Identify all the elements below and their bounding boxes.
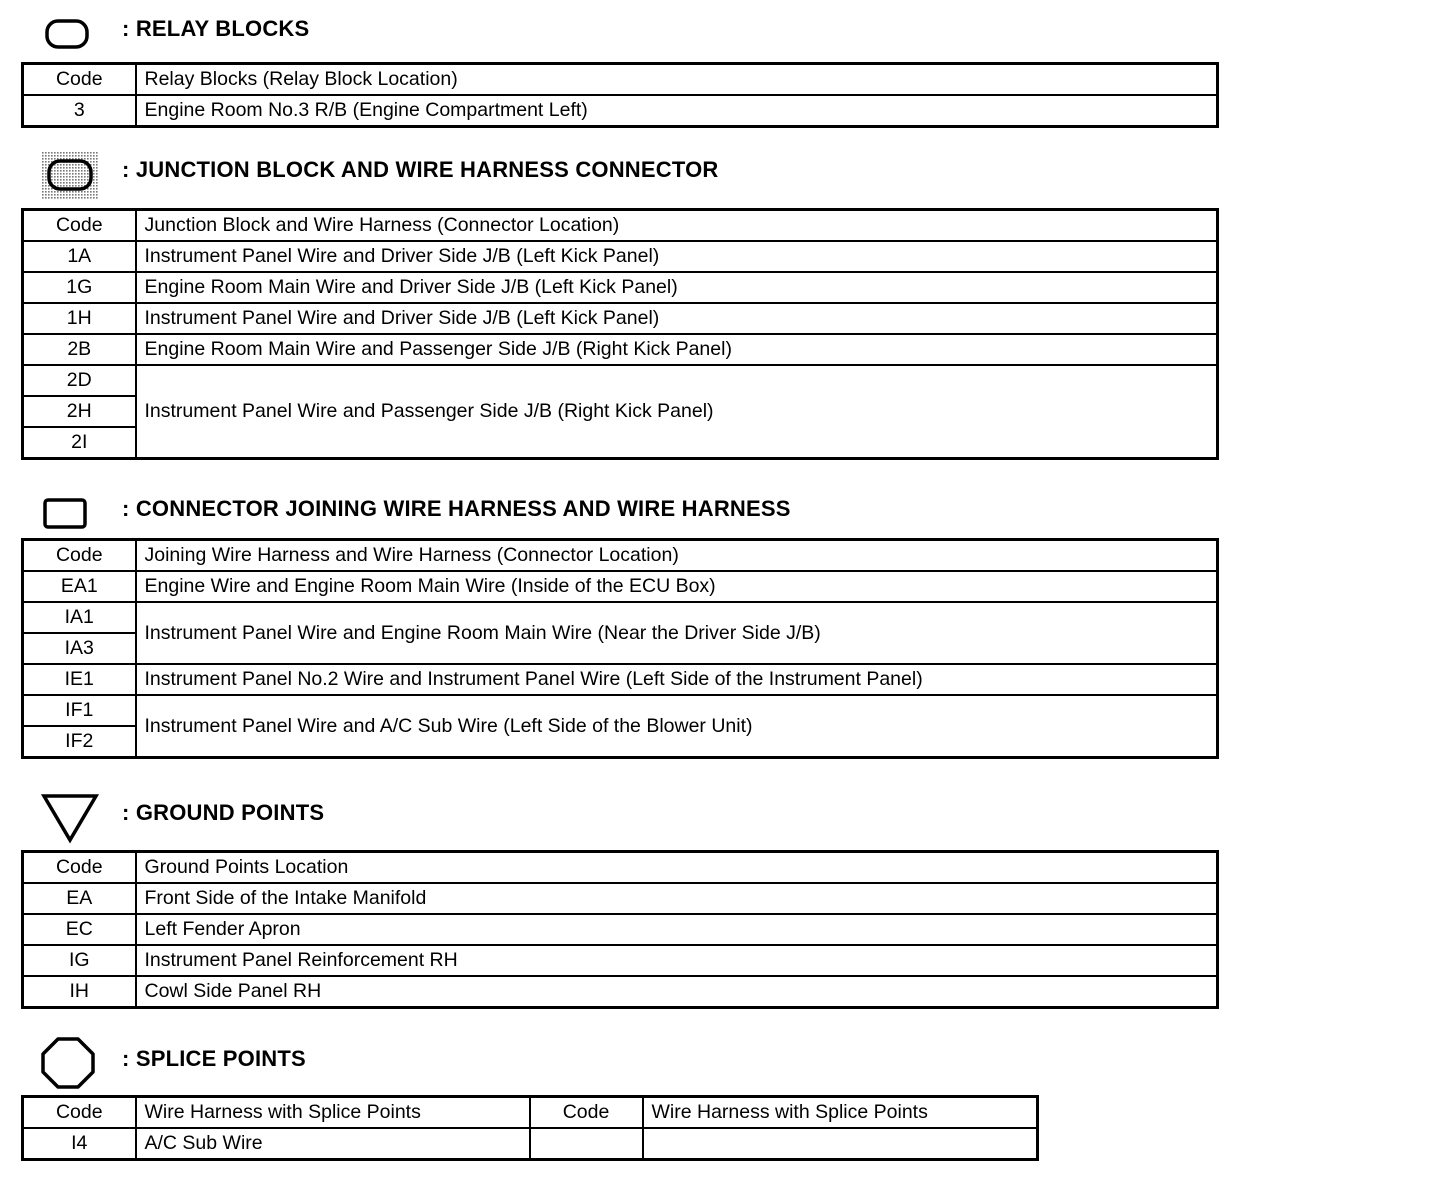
code-cell: 2H [23, 396, 136, 427]
code-cell: IF1 [23, 695, 136, 726]
location-cell: Instrument Panel No.2 Wire and Instrument Panel Wire (Left Side of the Instrument Panel) [136, 664, 1218, 695]
code-header: Code [23, 210, 136, 242]
ground-points-table [21, 850, 1219, 1009]
table-row [23, 695, 1218, 726]
table-row [23, 883, 1218, 914]
location-cell: Engine Room Main Wire and Driver Side J/B (Left Kick Panel) [136, 272, 1218, 303]
code-cell: 1H [23, 303, 136, 334]
rounded-rectangle-icon [44, 18, 90, 50]
table-row [23, 664, 1218, 695]
table-row [23, 365, 1218, 396]
location-cell: Engine Room No.3 R/B (Engine Compartment Left) [136, 95, 1218, 127]
table-row [23, 914, 1218, 945]
code-header: Code [23, 852, 136, 884]
location-cell: Instrument Panel Wire and Driver Side J/B (Left Kick Panel) [136, 241, 1218, 272]
code-cell: IA3 [23, 633, 136, 664]
table-header-row [23, 1097, 1038, 1129]
location-cell: Engine Room Main Wire and Passenger Side J/B (Right Kick Panel) [136, 334, 1218, 365]
location-header: Junction Block and Wire Harness (Connector Location) [136, 210, 1218, 242]
relay-blocks-table [21, 62, 1219, 128]
relay-blocks-heading: : RELAY BLOCKS [122, 16, 310, 41]
shaded-rounded-rectangle-icon [42, 152, 98, 200]
table-row [23, 945, 1218, 976]
code-header: Code [530, 1097, 643, 1129]
location-header: Joining Wire Harness and Wire Harness (Connector Location) [136, 540, 1218, 572]
connectors-heading: : CONNECTOR JOINING WIRE HARNESS AND WIRE HARNESS [122, 496, 791, 521]
code-header: Code [23, 1097, 136, 1129]
code-cell [530, 1128, 643, 1160]
code-cell: EA1 [23, 571, 136, 602]
location-cell: Cowl Side Panel RH [136, 976, 1218, 1008]
code-cell: 3 [23, 95, 136, 127]
table-row [23, 1128, 1038, 1160]
rectangle-icon [42, 497, 88, 531]
code-cell: I4 [23, 1128, 136, 1160]
location-cell: Engine Wire and Engine Room Main Wire (Inside of the ECU Box) [136, 571, 1218, 602]
code-cell: 2D [23, 365, 136, 396]
location-cell: Instrument Panel Wire and Engine Room Main Wire (Near the Driver Side J/B) [136, 602, 1218, 664]
wire-harness-cell [643, 1128, 1038, 1160]
code-cell: IH [23, 976, 136, 1008]
triangle-down-icon [40, 792, 100, 844]
code-cell: 1A [23, 241, 136, 272]
table-row [23, 303, 1218, 334]
code-cell: EC [23, 914, 136, 945]
location-cell: Instrument Panel Reinforcement RH [136, 945, 1218, 976]
wire-harness-cell: A/C Sub Wire [136, 1128, 530, 1160]
table-row [23, 334, 1218, 365]
location-header: Relay Blocks (Relay Block Location) [136, 64, 1218, 96]
code-cell: 1G [23, 272, 136, 303]
splice-points-table [21, 1095, 1039, 1161]
code-cell: IE1 [23, 664, 136, 695]
code-header: Code [23, 64, 136, 96]
wire-harness-header: Wire Harness with Splice Points [643, 1097, 1038, 1129]
location-header: Ground Points Location [136, 852, 1218, 884]
table-row [23, 241, 1218, 272]
location-cell: Front Side of the Intake Manifold [136, 883, 1218, 914]
code-cell: IG [23, 945, 136, 976]
table-header-row [23, 210, 1218, 242]
connectors-table [21, 538, 1219, 759]
table-row [23, 602, 1218, 633]
code-cell: 2I [23, 427, 136, 459]
junction-blocks-table [21, 208, 1219, 460]
code-cell: IA1 [23, 602, 136, 633]
wire-harness-header: Wire Harness with Splice Points [136, 1097, 530, 1129]
location-cell: Left Fender Apron [136, 914, 1218, 945]
table-header-row [23, 64, 1218, 96]
code-cell: IF2 [23, 726, 136, 758]
location-cell: Instrument Panel Wire and A/C Sub Wire (Left Side of the Blower Unit) [136, 695, 1218, 758]
table-header-row [23, 852, 1218, 884]
location-cell: Instrument Panel Wire and Passenger Side J/B (Right Kick Panel) [136, 365, 1218, 459]
code-cell: 2B [23, 334, 136, 365]
table-row [23, 976, 1218, 1008]
table-header-row [23, 540, 1218, 572]
code-header: Code [23, 540, 136, 572]
junction-blocks-heading: : JUNCTION BLOCK AND WIRE HARNESS CONNECTOR [122, 157, 719, 182]
code-cell: EA [23, 883, 136, 914]
table-row [23, 571, 1218, 602]
table-row [23, 272, 1218, 303]
splice-points-heading: : SPLICE POINTS [122, 1046, 306, 1071]
octagon-icon [40, 1036, 96, 1090]
table-row [23, 95, 1218, 127]
ground-points-heading: : GROUND POINTS [122, 800, 325, 825]
location-cell: Instrument Panel Wire and Driver Side J/B (Left Kick Panel) [136, 303, 1218, 334]
